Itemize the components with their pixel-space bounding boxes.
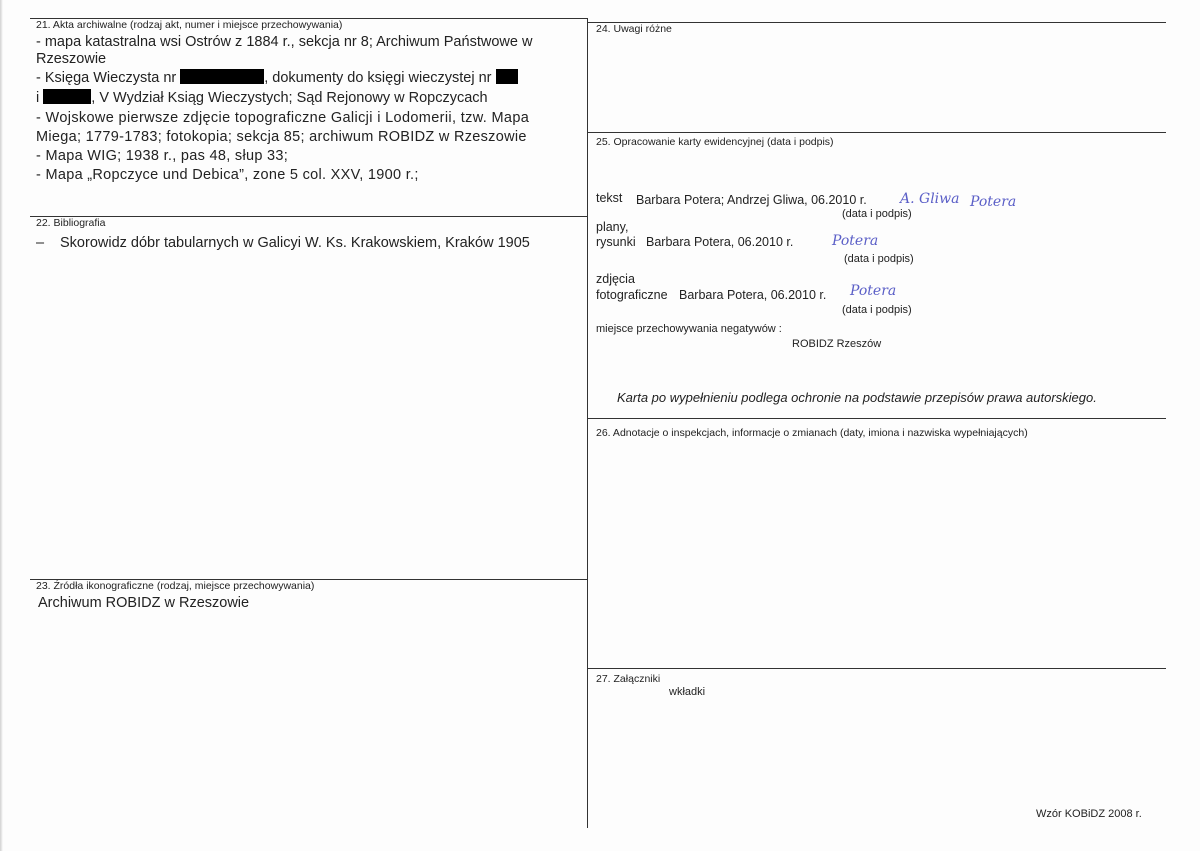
section-24-label: 24. Uwagi różne xyxy=(596,23,672,35)
section-25-label: 25. Opracowanie karty ewidencyjnej (data i podpis) xyxy=(596,136,834,148)
signature-gliwa: A. Gliwa xyxy=(900,191,960,207)
section-21-line: - Mapa WIG; 1938 r., pas 48, słup 33; xyxy=(36,148,289,164)
signature-potera: Potera xyxy=(970,194,1017,210)
data-podpis-caption: (data i podpis) xyxy=(842,304,912,316)
section-21-line: - mapa katastralna wsi Ostrów z 1884 r., sekcja nr 8; Archiwum Państwowe w xyxy=(36,34,533,50)
fotograficzne-value: Barbara Potera, 06.2010 r. xyxy=(679,288,827,302)
data-podpis-caption: (data i podpis) xyxy=(842,208,912,220)
negatives-label: miejsce przechowywania negatywów : xyxy=(596,323,782,335)
section-21-label: 21. Akta archiwalne (rodzaj akt, numer i miejsce przechowywania) xyxy=(36,19,343,31)
section-21-line: Miega; 1779-1783; fotokopia; sekcja 85; archiwum ROBIDZ w Rzeszowie xyxy=(36,129,527,145)
fotograficzne-key: fotograficzne xyxy=(596,288,668,302)
section-21-text: , dokumenty do księgi wieczystej nr xyxy=(264,70,492,86)
column-divider xyxy=(587,18,588,828)
signature-potera: Potera xyxy=(832,233,879,249)
section-21-line: Rzeszowie xyxy=(36,51,107,67)
iconographic-source: Archiwum ROBIDZ w Rzeszowie xyxy=(38,595,250,611)
section-21-text: , V Wydział Ksiąg Wieczystych; Sąd Rejonowy w Ropczycach xyxy=(91,90,488,106)
section-21-line: - Wojskowe pierwsze zdjęcie topograficzne Galicji i Lodomerii, tzw. Mapa xyxy=(36,110,530,126)
section-21-text: i xyxy=(36,90,40,106)
rule-26 xyxy=(588,418,1166,419)
section-27-label: 27. Załączniki xyxy=(596,673,661,685)
redaction-block xyxy=(496,69,518,84)
section-21-line xyxy=(36,89,488,106)
section-21-text: - Księga Wieczysta nr xyxy=(36,70,177,86)
rule-25 xyxy=(588,132,1166,133)
attachments-value: wkładki xyxy=(669,686,706,698)
template-footer: Wzór KOBiDZ 2008 r. xyxy=(1036,808,1142,820)
section-21-line: - Mapa „Ropczyce und Debica”, zone 5 col. XXV, 1900 r.; xyxy=(36,167,419,183)
plany-key: plany, xyxy=(596,220,629,234)
scan-edge xyxy=(0,0,3,851)
zdjecia-key: zdjęcia xyxy=(596,272,635,286)
section-21-line xyxy=(36,69,518,86)
tekst-key: tekst xyxy=(596,191,623,205)
redaction-block xyxy=(180,69,264,84)
rule-top-right xyxy=(588,22,1166,23)
bibliography-dash: – xyxy=(36,235,45,251)
rysunki-value: Barbara Potera, 06.2010 r. xyxy=(646,235,794,249)
tekst-value: Barbara Potera; Andrzej Gliwa, 06.2010 r. xyxy=(636,193,867,207)
data-podpis-caption: (data i podpis) xyxy=(844,253,914,265)
rule-22 xyxy=(30,216,588,217)
redaction-block xyxy=(43,89,91,104)
section-22-label: 22. Bibliografia xyxy=(36,217,106,229)
rysunki-key: rysunki xyxy=(596,235,636,249)
copyright-note: Karta po wypełnieniu podlega ochronie na podstawie przepisów prawa autorskiego. xyxy=(617,390,1097,405)
bibliography-item: Skorowidz dóbr tabularnych w Galicyi W. Ks. Krakowskiem, Kraków 1905 xyxy=(60,235,530,251)
signature-potera: Potera xyxy=(850,283,897,299)
rule-27 xyxy=(588,668,1166,669)
section-23-label: 23. Źródła ikonograficzne (rodzaj, miejsce przechowywania) xyxy=(36,580,315,592)
section-26-label: 26. Adnotacje o inspekcjach, informacje o zmianach (daty, imiona i nazwiska wypełniających) xyxy=(596,427,1028,439)
negatives-value: ROBIDZ Rzeszów xyxy=(792,338,882,350)
